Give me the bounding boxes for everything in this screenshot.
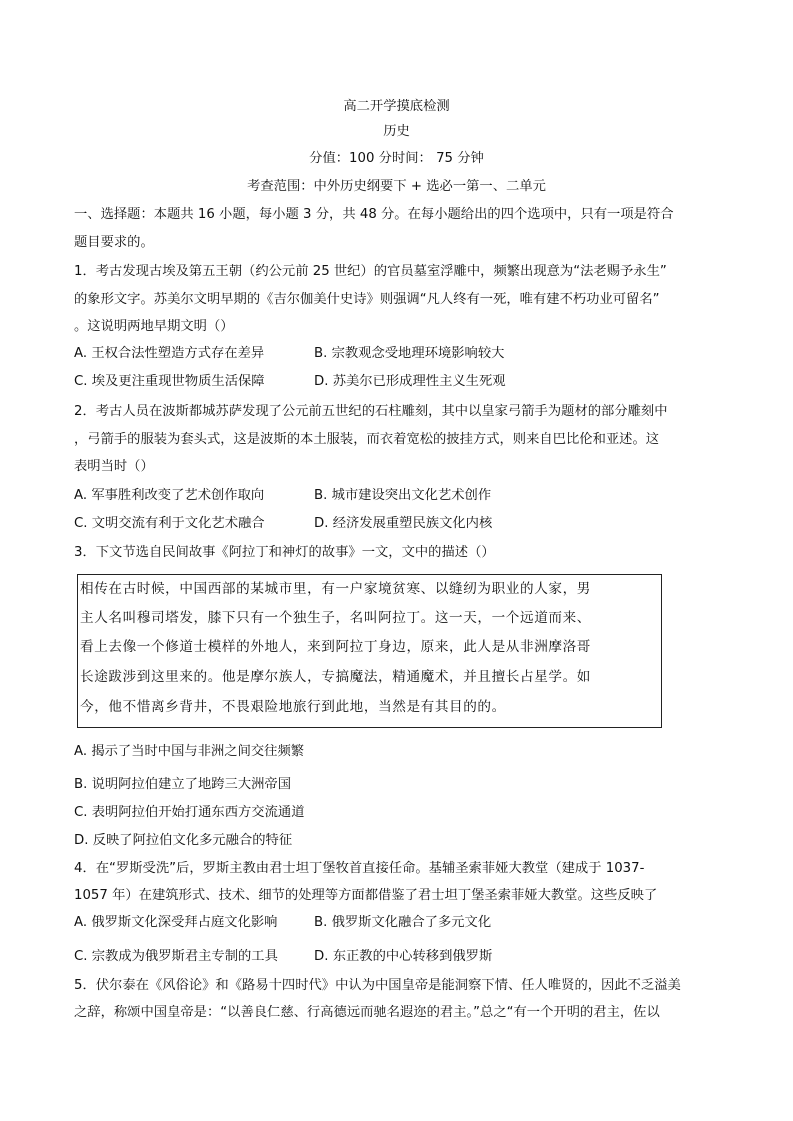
q2-option-c: C. 文明交流有利于文化艺术融合	[74, 516, 265, 531]
q4-option-a: A. 俄罗斯文化深受拜占庭文化影响	[74, 915, 278, 930]
section-instructions-line-2: 题目要求的。	[74, 235, 154, 250]
q5-stem-line-1: 5．伏尔泰在《风俗论》和《路易十四时代》中认为中国皇帝是能洞察下情、任人唯贤的，因此不乏溢美	[74, 978, 681, 993]
section-instructions-line-1: 一、选择题：本题共 16 小题，每小题 3 分，共 48 分。在每小题给出的四个选项中，只有一项是符合	[74, 207, 674, 222]
q4-option-d: D. 东正教的中心转移到俄罗斯	[314, 949, 493, 964]
q5-stem-line-2: 之辞，称颂中国皇帝是：“以善良仁慈、行高德远而驰名遐迩的君主。”总之“有一个开明的君主，佐以	[74, 1005, 660, 1020]
q2-stem-line-3: 表明当时（）	[74, 459, 154, 474]
q3-passage-line-3: 看上去像一个修道士模样的外地人，来到阿拉丁身边，原来，此人是从非洲摩洛哥	[80, 639, 591, 655]
q4-option-c: C. 宗教成为俄罗斯君主专制的工具	[74, 949, 278, 964]
exam-score-time: 分值：100 分时间： 75 分钟	[309, 151, 484, 166]
q3-passage-line-2: 主人名叫穆司塔发，膝下只有一个独生子，名叫阿拉丁。这一天，一个远道而来、	[80, 610, 591, 626]
q3-option-d: D. 反映了阿拉伯文化多元融合的特征	[74, 833, 293, 848]
q3-stem-line-1: 3．下文节选自民间故事《阿拉丁和神灯的故事》一文，文中的描述（）	[74, 545, 495, 560]
q3-passage-line-1: 相传在古时候，中国西部的某城市里，有一户家境贫寒、以缝纫为职业的人家，男	[80, 581, 591, 597]
q3-option-c: C. 表明阿拉伯开始打通东西方交流通道	[74, 805, 305, 820]
q1-option-c: C. 埃及更注重现世物质生活保障	[74, 374, 265, 389]
exam-title: 高二开学摸底检测	[343, 99, 450, 114]
q1-option-b: B. 宗教观念受地理环境影响较大	[314, 346, 505, 361]
q1-stem-line-1: 1．考古发现古埃及第五王朝（约公元前 25 世纪）的官员墓室浮雕中，频繁出现意为“法老赐予永生”	[74, 264, 667, 279]
q2-stem-line-2: ，弓箭手的服装为套头式，这是波斯的本土服装，而衣着宽松的披挂方式，则来自巴比伦和亚述。这	[74, 432, 660, 447]
q3-passage-line-4: 长途跋涉到这里来的。他是摩尔族人，专搞魔法，精通魔术，并且擅长占星学。如	[80, 669, 591, 685]
q4-option-b: B. 俄罗斯文化融合了多元文化	[314, 915, 492, 930]
q2-stem-line-1: 2．考古人员在波斯都城苏萨发现了公元前五世纪的石柱雕刻，其中以皇家弓箭手为题材的部分雕刻中	[74, 404, 668, 419]
q2-option-d: D. 经济发展重塑民族文化内核	[314, 516, 493, 531]
q3-option-a: A. 揭示了当时中国与非洲之间交往频繁	[74, 744, 305, 759]
q2-option-a: A. 军事胜利改变了艺术创作取向	[74, 488, 265, 503]
q1-option-a: A. 王权合法性塑造方式存在差异	[74, 346, 265, 361]
q4-stem-line-2: 1057 年）在建筑形式、技术、细节的处理等方面都借鉴了君士坦丁堡圣索菲娅大教堂。这些反映了	[74, 888, 658, 903]
q1-stem-line-3: 。这说明两地早期文明（）	[74, 319, 234, 334]
exam-scope: 考查范围：中外历史纲要下 + 选必一第一、二单元	[247, 179, 546, 194]
q1-option-d: D. 苏美尔已形成理性主义生死观	[314, 374, 506, 389]
q3-passage-line-5: 今，他不惜离乡背井，不畏艰险地旅行到此地，当然是有其目的的。	[80, 699, 506, 715]
q3-option-b: B. 说明阿拉伯建立了地跨三大洲帝国	[74, 777, 292, 792]
exam-subject: 历史	[383, 124, 410, 139]
q1-stem-line-2: 的象形文字。苏美尔文明早期的《吉尔伽美什史诗》则强调“凡人终有一死，唯有建不朽功业可留名”	[74, 292, 660, 307]
q2-option-b: B. 城市建设突出文化艺术创作	[314, 488, 492, 503]
q4-stem-line-1: 4．在“罗斯受洗”后，罗斯主教由君士坦丁堡牧首直接任命。基辅圣索菲娅大教堂（建成于 1037-	[74, 861, 645, 876]
